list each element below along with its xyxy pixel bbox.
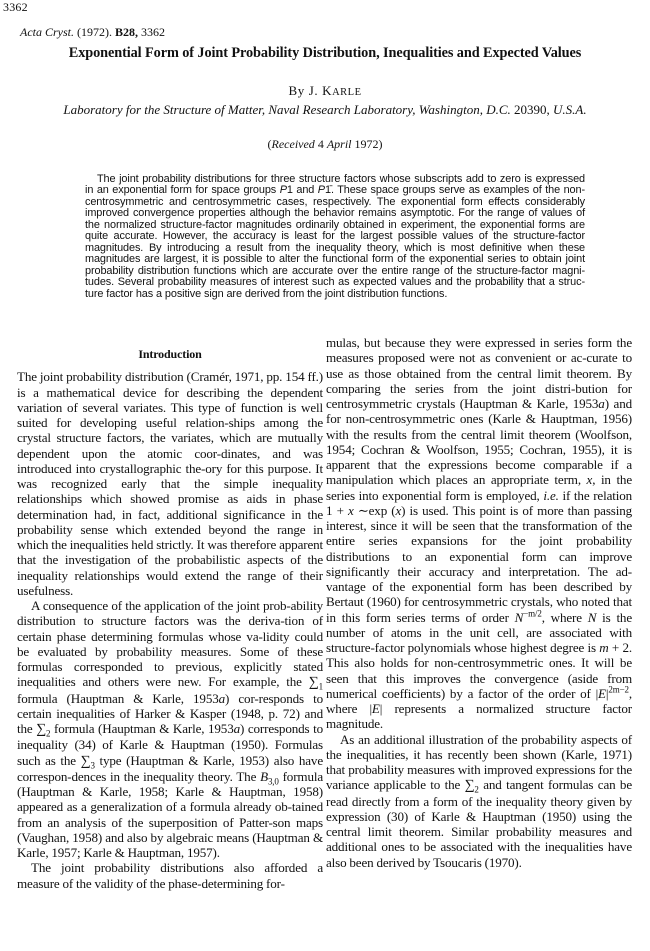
received-day: 4 (314, 137, 327, 151)
journal-name: Acta Cryst. (20, 25, 74, 39)
journal-year: (1972). (77, 25, 112, 39)
section-heading: Introduction (138, 347, 202, 361)
received-month: April (326, 137, 352, 151)
paragraph: As an additional illustration of the probability aspects of the inequalities, it has recently been shown (Karle, 1971) that probability measures with improved expressions for the variance applicable to the $\sum_2$ and tangent formulas can be read directly from a form of the inequality theory given by expression (30) of Karle & Hauptman (1950) using the central limit theorem. Similar probability measures and additional ones to be associated with the inequalities have also been derived by Tsoucaris (1970). (326, 731, 632, 870)
affiliation-zip: 20390, (510, 102, 554, 117)
journal-page: 3362 (141, 25, 166, 39)
space-group-symbol: P (317, 184, 325, 197)
page-number: 3362 (3, 0, 28, 14)
space-group-symbol: P (279, 184, 287, 197)
paragraph: A consequence of the application of the joint prob-ability distribution to structure factors was the deriva-tion of certain phase determining formulas whose va-lidity could be evaluated by probability measures. Some of these formulas corresponded to previous, explicitly stated inequalities and others were new. For example, the $\sum_1$ formula (Hauptman & Karle, 1953a) cor-responds to certain inequalities of Harker & Kasper (1948, p. 72) and the $\sum_2$ formula (Hauptman & Karle, 1953a) corresponds to inequality (34) of Karle & Hauptman (1950). Formulas such as the $\sum_3$ type (Hauptman & Karle, 1953) also have correspon-dences in the inequality theory. The $B_{3,0}$ formula (Hauptman & Karle, 1958; Karle & Hauptman, 1958) appeared as a generalization of a formula already ob-tained from an analysis of the superposition of Patter-son maps (Vaughan, 1958) and also by algebraic means (Hauptman & Karle, 1957; Karle & Hauptman, 1957). (17, 598, 323, 860)
affiliation (0, 102, 650, 118)
author-surname: ARLE (332, 87, 362, 98)
abstract (85, 174, 585, 300)
journal-reference (20, 25, 165, 40)
space-group-number: 1 and (286, 184, 318, 197)
affiliation-country: U.S.A. (553, 102, 587, 117)
author-line (0, 83, 650, 99)
article-title: Exponential Form of Joint Probability Distribution, Inequalities and Expected Values (68, 45, 582, 61)
received-year: 1972 (351, 137, 379, 151)
received-date: (Received 4 April 1972) (267, 137, 383, 151)
received-label: Received (271, 137, 315, 151)
paragraph: mulas, but because they were expressed in series form the measures proposed were not as convenient or ac-curate to use as those obtained from the central limit theorem. By comparing the series from the joint distri-bution for centrosymmetric crystals (Hauptman & Karle, 1953a) and for non-centrosymmetric ones (Karle & Hauptman, 1956) with the results from the central limit theorem (Woolfson, 1954; Cochran & Woolfson, 1955; Cochran, 1955), it is apparent that the expressions become comparable if a manipulation which places an appropriate term, x, in the series into exponential form is employed, i.e. if the relation 1 + x ∼exp (x) is used. This point is of more than passing interest, since it will be seen that the transformation of the entire series expansions for the joint probability distributions to an exponential form can improve significantly their accuracy and interpretation. The ad-vantage of the exponential form has been described by Bertaut (1960) for centrosymmetric crystals, who noted that in this form series terms of order $N^{-m/2}$, where N is the number of atoms in the unit cell, are associated with structure-factor polynomials whose highest degree is m + 2. This also holds for non-centrosymmetric ones. It will be seen that this improves the convergence (aside from numerical coefficients) by a factor of the order of $|E|^{2m-2}$, where |E| represents a normalized structure factor magnitude. (326, 335, 633, 732)
author-prefix: By J. K (288, 83, 333, 98)
affiliation-text: Laboratory for the Structure of Matter, Naval Research Laboratory, Washington, D.C. (63, 102, 511, 117)
left-column (17, 335, 323, 891)
paragraph: The joint probability distribution (Cramér, 1971, pp. 154 ff.) is a mathematical device for describing the dependent variation of several variates. This type of function is well suited for developing useful relation-ships among the crystal structure factors, the variates, which are mutually dependent upon the atomic coor-dinates, and was introduced into crystallographic the-ory for this purpose. It was recognized early that the simple inequality relationships which showed promise as aids in phase determination had, in fact, additional significance in the probability sense which extended beyond the range in which the inequalities held strictly. It was therefore apparent that the investigation of the probabilistic aspects of the inequality relationships would extend the range of their usefulness. (17, 369, 323, 598)
right-column (326, 335, 632, 870)
paragraph: The joint probability distributions also afforded a measure of the validity of the phase-determining for- (17, 860, 323, 891)
abstract-text-rest: . These space groups serve as examples of the non-centrosymmetric and centrosymmetric cases, respectively. The exponential form effects considerably improved convergence properties although the behavior remains asymptotic. For the range of values of the normalized structure-factor magnitudes ordinarily obtained in experiment, the exponential forms are quite accurate. However, the accuracy is least for the largest possible values of the structure-factor magnitudes. By introducing a result from the inequality theory, which is most definitive when these magnitudes are largest, it is possible to alter the functional form of the exponential series to obtain joint probability distribution functions which are accurate over the entire range of the structure-factor magni-tudes. Several probability measures of interest such as expected values and the probability that a struc-ture factor has a positive sign are derived from the joint distribution functions. (85, 184, 585, 300)
abstract-text-start: The joint probability distributions for three structure factors whose subscripts add to zero is expressed in an exponential form for space groups (85, 173, 585, 197)
journal-volume: B28, (115, 25, 139, 39)
space-group-number: 1̄ (324, 184, 331, 197)
